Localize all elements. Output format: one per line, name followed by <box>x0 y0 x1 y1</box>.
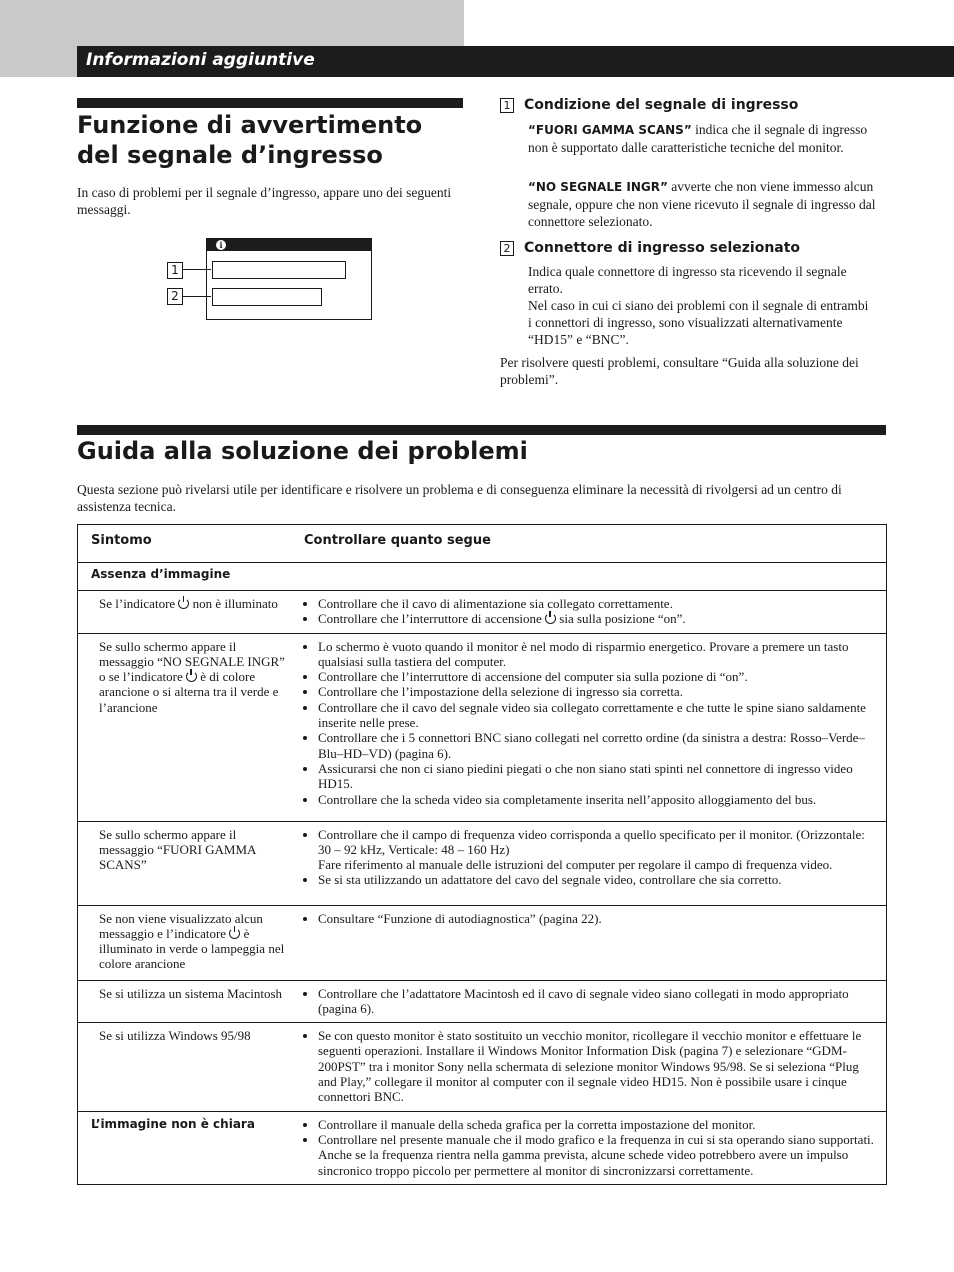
warning-footer: Per risolvere questi problemi, consultare “Guida alla soluzione dei problemi”. <box>500 355 859 387</box>
check-item: • Consultare “Funzione di autodiagnostica” (pagina 22). <box>318 911 878 926</box>
diagram-label-2: 2 <box>167 288 183 305</box>
table-row <box>78 591 887 634</box>
check-item: • Controllare il manuale della scheda grafica per la corretta impostazione del monitor. <box>318 1117 878 1132</box>
check-cell <box>304 905 887 980</box>
table-row <box>78 905 887 980</box>
check-item: • Controllare che il cavo del segnale video sia collegato correttamente e che tutte le spine siano saldamente inserite nelle prese. <box>318 700 878 731</box>
warning-title: Funzione di avvertimento del segnale d’ingresso <box>77 111 423 169</box>
warning-intro: In caso di problemi per il segnale d’ingresso, appare uno dei seguenti messaggi. <box>77 185 452 217</box>
check-text: sia sulla posizione “on”. <box>556 611 686 627</box>
symptom-cell <box>78 905 305 980</box>
check-cell <box>304 591 887 634</box>
symptom-cell: Se sullo schermo appare il messaggio “FUORI GAMMA SCANS” <box>78 821 305 905</box>
info-icon: i <box>216 240 226 250</box>
item-1-heading <box>500 96 890 114</box>
item-2-text-2: Nel caso in cui ci siano dei problemi con il segnale di entrambi i connettori di ingresso, sono visualizzati alternativamente “HD15” e “BNC”. <box>528 298 869 347</box>
item-1-title: Condizione del segnale di ingresso <box>524 97 799 113</box>
symptom-text: Se l’indicatore <box>99 596 179 611</box>
symptom-text: è di colore arancione o si alterna tra il verde e l’arancione <box>99 669 279 715</box>
osd-title-bar <box>207 239 371 251</box>
check-item <box>318 611 878 626</box>
guide-intro: Questa sezione può rivelarsi utile per identificare e risolvere un problema e di conseguenza eliminare la necessità di rivolgersi ad un centro di assistenza tecnica. <box>77 482 842 514</box>
symptom-text: non è illuminato <box>189 596 278 611</box>
symptom-cell: Se si utilizza un sistema Macintosh <box>78 980 305 1023</box>
item-1-desc-1: indica che il segnale di ingresso non è supportato dalle caratteristiche tecniche del monitor. <box>528 122 868 155</box>
table-header-row <box>78 525 887 563</box>
check-item: • Controllare che l’interruttore di accensione del computer sia sulla pozione di “on”. <box>318 669 878 684</box>
table-row <box>78 633 887 821</box>
symptom-text: è illuminato in verde o lampeggia nel colore arancione <box>99 925 285 972</box>
check-cell <box>304 1111 887 1184</box>
check-cell <box>304 821 887 905</box>
check-item: • Controllare nel presente manuale che il modo grafico e la frequenza in cui si sta operando siano supportati. Anche se la frequenza rientra nella gamma prevista, alcune schede video potrebbero avere un impulso sincronico troppo piccolo per permettere al monitor di sincronizzarsi correttamente. <box>318 1132 878 1178</box>
item-1-desc-2: avverte che non viene immesso alcun segnale, oppure che non viene ricevuto il segnale di ingresso dal connettore selezionato. <box>528 179 876 229</box>
section-header: Informazioni aggiuntive <box>86 50 315 70</box>
symptom-text: Se sullo schermo appare il messaggio “NO SEGNALE INGR” o se l’indicatore <box>99 638 285 685</box>
category-no-image: Assenza d’immagine <box>78 563 887 591</box>
section-header-bar <box>77 46 954 77</box>
symptom-cell <box>78 633 305 821</box>
check-text: Controllare che il campo di frequenza video corrisponda a quello specificato per il monitor. (Orizzontale: 30 – 92 kHz, Verticale: 48 – 160 Hz) <box>318 826 865 857</box>
check-item: • Se si sta utilizzando un adattatore del cavo del segnale video, controllare che sia corretto. <box>318 872 878 887</box>
category-row <box>78 563 887 591</box>
table-row <box>78 1111 887 1184</box>
item-2-title: Connettore di ingresso selezionato <box>524 240 801 256</box>
category-image-unclear: L’immagine non è chiara <box>78 1111 305 1184</box>
leader-line-2 <box>183 296 211 297</box>
number-box-2: 2 <box>500 241 514 256</box>
table-row <box>78 980 887 1023</box>
check-item: • Controllare che il cavo di alimentazione sia collegato correttamente. <box>318 596 878 611</box>
osd-field-2 <box>212 288 322 306</box>
check-item: • Controllare che l’impostazione della selezione di ingresso sia corretta. <box>318 684 878 699</box>
item-1-text-1 <box>528 121 888 156</box>
heading-rule <box>77 98 463 108</box>
check-text: Fare riferimento al manuale delle istruzioni del computer per regolare il campo di frequenza video. <box>318 857 833 873</box>
osd-field-1 <box>212 261 346 279</box>
item-2-text-1: Indica quale connettore di ingresso sta ricevendo il segnale errato. <box>528 264 847 296</box>
check-item: • Controllare che la scheda video sia completamente inserita nell’apposito alloggiamento del bus. <box>318 792 878 807</box>
check-item <box>318 827 878 873</box>
diagram-label-1: 1 <box>167 262 183 279</box>
symptom-text: Se non viene visualizzato alcun messaggio e l’indicatore <box>99 910 263 941</box>
symptom-cell <box>78 591 305 634</box>
keyword-fuori-gamma: “FUORI GAMMA SCANS” <box>528 123 692 137</box>
number-box-1: 1 <box>500 98 514 113</box>
check-item: • Controllare che l’adattatore Macintosh ed il cavo di segnale video siano collegati in modo appropriato (pagina 6). <box>318 986 878 1017</box>
power-icon <box>545 613 556 624</box>
header-check: Controllare quanto segue <box>304 525 887 563</box>
check-item: • Assicurarsi che non ci siano piedini piegati o che non siano stati spinti nel connettore di ingresso video HD15. <box>318 761 878 792</box>
symptom-cell: Se si utilizza Windows 95/98 <box>78 1023 305 1111</box>
item-1-text-2 <box>528 178 888 230</box>
leader-line-1 <box>183 269 211 270</box>
osd-message-window <box>206 238 372 320</box>
keyword-no-segnale: “NO SEGNALE INGR” <box>528 180 668 194</box>
check-item: • Controllare che i 5 connettori BNC siano collegati nel corretto ordine (da sinistra a destra: Rosso–Verde–Blu–HD–VD) (pagina 6). <box>318 730 878 761</box>
troubleshooting-table <box>77 524 887 1185</box>
check-item: • Lo schermo è vuoto quando il monitor è nel modo di risparmio energetico. Provare a premere un tasto qualsiasi sulla tastiera del computer. <box>318 639 878 670</box>
check-cell <box>304 980 887 1023</box>
check-cell <box>304 1023 887 1111</box>
heading-rule-2 <box>77 425 886 435</box>
power-icon <box>186 671 197 682</box>
check-text: Controllare che l’interruttore di accensione <box>318 611 546 627</box>
guide-title: Guida alla soluzione dei problemi <box>77 437 528 465</box>
power-icon <box>178 598 189 609</box>
check-item: • Se con questo monitor è stato sostituito un vecchio monitor, ricollegare il vecchio monitor e effettuare le seguenti operazioni. Installare il Windows Monitor Information Disk (pagina 7) e selezionare “GDM-200PST” tra i monitor Sony nella schermata di selezione monitor Windows 95/98. Se si seleziona “Plug and Play,” collegare il monitor al computer con il segnale video HD15. Non è possibile usare i cinque connettori BNC. <box>318 1028 878 1104</box>
power-icon <box>229 928 240 939</box>
table-row <box>78 1023 887 1111</box>
check-cell <box>304 633 887 821</box>
header-symptom: Sintomo <box>78 525 305 563</box>
item-2-heading <box>500 239 890 257</box>
table-row <box>78 821 887 905</box>
